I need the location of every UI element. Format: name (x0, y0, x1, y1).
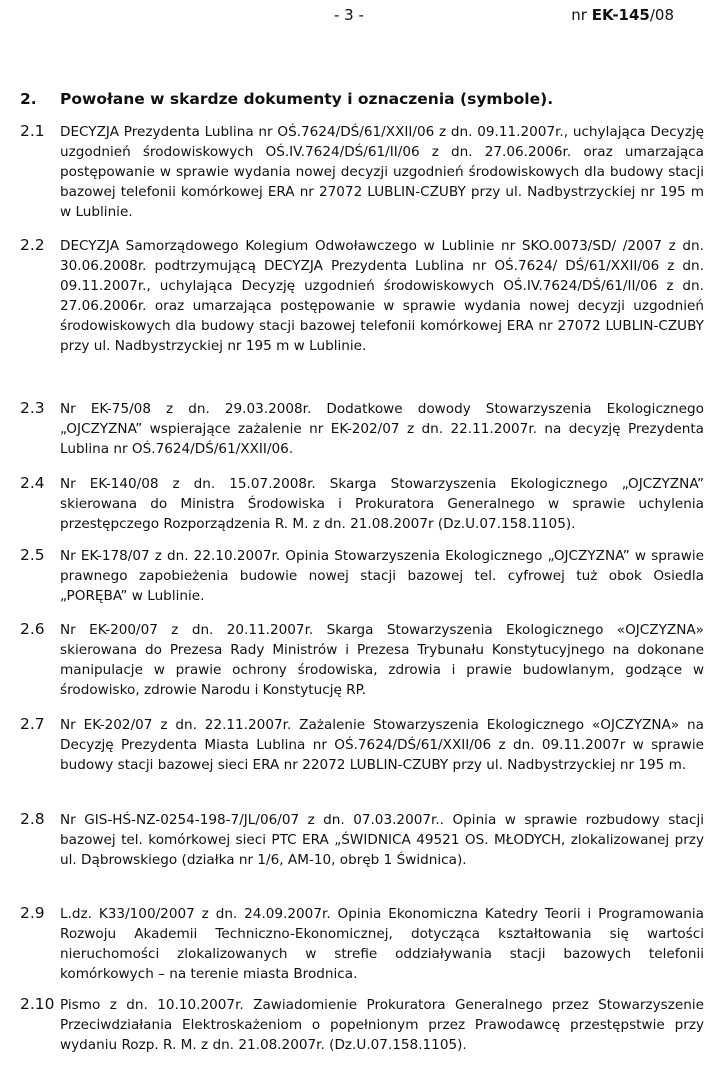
list-item (20, 810, 704, 870)
section-number: 2. (20, 90, 37, 108)
document-reference (571, 6, 674, 24)
item-number: 2.3 (20, 399, 45, 417)
item-text: Nr EK-140/08 z dn. 15.07.2008r. Skarga Stowarzyszenia Ekologicznego „OJCZYZNA” skierowana do Ministra Środowiska i Prokuratora Generalnego w sprawie uchylenia przestępczego Rozporządzenia R. M. z dn. 21.08.2007r (Dz.U.07.158.1105). (60, 476, 704, 532)
item-number: 2.5 (20, 546, 45, 564)
list-item (20, 620, 704, 700)
section-heading (20, 90, 553, 108)
page-header (0, 6, 726, 28)
item-number: 2.7 (20, 715, 45, 733)
list-item (20, 546, 704, 606)
section-title: Powołane w skardze dokumenty i oznaczenia (symbole). (60, 90, 554, 108)
list-item (20, 399, 704, 459)
list-item (20, 904, 704, 984)
item-number: 2.2 (20, 236, 45, 254)
doc-ref-suffix: /08 (649, 6, 674, 24)
item-text: L.dz. K33/100/2007 z dn. 24.09.2007r. Opinia Ekonomiczna Katedry Teorii i Programowania Rozwoju Akademii Techniczno-Ekonomicznej, dotycząca kształtowania się wartości nieruchomości zlokalizowanych w strefie oddziaływania stacji bazowych telefonii komórkowych – na terenie miasta Brodnica. (60, 906, 704, 982)
item-number: 2.1 (20, 122, 45, 140)
item-text: Nr GIS-HŚ-NZ-0254-198-7/JL/06/07 z dn. 07.03.2007r.. Opinia w sprawie rozbudowy stacji bazowej tel. komórkowej sieci PTC ERA „ŚWIDNICA 49521 OS. MŁODYCH, zlokalizowanej przy ul. Dąbrowskiego (działka nr 1/6, AM-10, obręb 1 Świdnica). (60, 812, 704, 868)
list-item (20, 122, 704, 222)
list-item (20, 474, 704, 534)
item-number: 2.9 (20, 904, 45, 922)
item-text: DECYZJA Prezydenta Lublina nr OŚ.7624/DŚ/61/XXII/06 z dn. 09.11.2007r., uchylająca Decyzję uzgodnień środowiskowych OŚ.IV.7624/DŚ/61/II/06 z dn. 27.06.2006r. oraz umarzająca postępowanie w sprawie wydania nowej decyzji uzgodnień środowiskowych dla budowy stacji bazowej telefonii komórkowej ERA nr 27072 LUBLIN-CZUBY przy ul. Nadbystrzyckiej nr 195 m w Lublinie. (60, 124, 704, 220)
item-text: Nr EK-200/07 z dn. 20.11.2007r. Skarga Stowarzyszenia Ekologicznego «OJCZYZNA» skierowana do Prezesa Rady Ministrów i Prezesa Trybunału Konstytucyjnego na dokonane manipulacje w prawie ochrony środowiska, zdrowia i prawie budowlanym, godzące w środowisko, zdrowie Narodu i Konstytucję RP. (60, 622, 704, 698)
doc-ref-prefix: nr (571, 6, 592, 24)
item-text: Pismo z dn. 10.10.2007r. Zawiadomienie Prokuratora Generalnego przez Stowarzyszenie Przeciwdziałania Elektroskażeniom o popełnionym przez Prawodawcę przestępstwie przy wydaniu Rozp. R. M. z dn. 21.08.2007r. (Dz.U.07.158.1105). (60, 997, 704, 1053)
item-text: Nr EK-202/07 z dn. 22.11.2007r. Zażalenie Stowarzyszenia Ekologicznego «OJCZYZNA» na Decyzję Prezydenta Miasta Lublina nr OŚ.7624/DŚ/61/XXII/06 z dn. 09.11.2007r w sprawie budowy stacji bazowej sieci ERA nr 22072 LUBLIN-CZUBY przy ul. Nadbystrzyckiej nr 195 m. (60, 717, 704, 773)
item-number: 2.10 (20, 995, 55, 1013)
item-number: 2.8 (20, 810, 45, 828)
list-item (20, 236, 704, 356)
doc-ref-number: EK-145 (591, 6, 650, 24)
item-text: DECYZJA Samorządowego Kolegium Odwoławczego w Lublinie nr SKO.0073/SD/ /2007 z dn. 30.06.2008r. podtrzymującą DECYZJA Prezydenta Lublina nr OŚ.7624/ DŚ/61/XXII/06 z dn. 09.11.2007r., uchylająca Decyzję uzgodnień środowiskowych OŚ.IV.7624/DŚ/61/II/06 z dn. 27.06.2006r. oraz umarzająca postępowanie w sprawie wydania nowej decyzji uzgodnień środowiskowych dla budowy stacji bazowej telefonii komórkowej ERA nr 27072 LUBLIN-CZUBY przy ul. Nadbystrzyckiej nr 195 m w Lublinie. (60, 238, 704, 354)
item-number: 2.6 (20, 620, 45, 638)
list-item (20, 715, 704, 775)
item-number: 2.4 (20, 474, 45, 492)
list-item (20, 995, 704, 1055)
item-text: Nr EK-75/08 z dn. 29.03.2008r. Dodatkowe dowody Stowarzyszenia Ekologicznego „OJCZYZNA” wspierające zażalenie nr EK-202/07 z dn. 22.11.2007r. na decyzję Prezydenta Lublina nr OŚ.7624/DŚ/61/XXII/06. (60, 401, 704, 457)
item-text: Nr EK-178/07 z dn. 22.10.2007r. Opinia Stowarzyszenia Ekologicznego „OJCZYZNA” w sprawie prawnego zapobieżenia budowie nowej stacji bazowej tel. cyfrowej tuż obok Osiedla „PORĘBA” w Lublinie. (60, 548, 704, 604)
page-number: - 3 - (334, 6, 364, 24)
